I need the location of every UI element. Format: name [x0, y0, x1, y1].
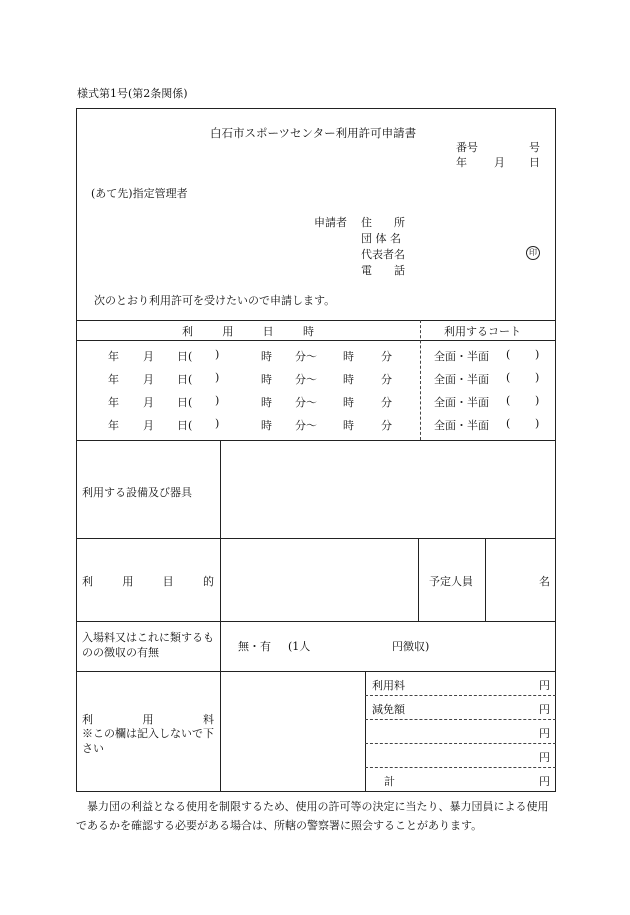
date-month: 月 [494, 156, 505, 169]
fee-line-label: 減免額 [372, 703, 405, 716]
row-minute-to: 分 [381, 419, 392, 432]
row-hour-to: 時 [343, 396, 354, 409]
row-court: 全面・半面 [434, 373, 489, 386]
row-court-close: ) [535, 394, 540, 407]
schedule-header-char: 日 [262, 325, 274, 338]
row-day-close: ) [215, 394, 220, 407]
applicant-label: 申請者 [314, 216, 347, 229]
row-court-open: ( [506, 417, 511, 430]
row-minute-to: 分 [381, 396, 392, 409]
row-day-close: ) [215, 417, 220, 430]
row-hour-to: 時 [343, 350, 354, 363]
admission-options: 無・有 [238, 640, 271, 653]
row-year: 年 [108, 373, 119, 386]
row-day: 日( [177, 396, 193, 409]
row-court: 全面・半面 [434, 419, 489, 432]
divider-schedule-top [76, 320, 556, 321]
row-court-close: ) [535, 348, 540, 361]
fee-line-label: 利用料 [372, 679, 405, 692]
divider-attendees-left [418, 538, 419, 621]
fee-line-divider [365, 743, 556, 744]
row-minute-from: 分〜 [295, 396, 317, 409]
divider-schedule-bottom [76, 440, 556, 441]
fee-line-unit: 円 [539, 727, 550, 740]
row-year: 年 [108, 419, 119, 432]
fee-line-divider [365, 695, 556, 696]
divider-purpose-bottom [76, 621, 556, 622]
row-hour: 時 [261, 396, 272, 409]
divider-fee-subcolumn [365, 671, 366, 792]
divider-court-column [420, 320, 421, 440]
row-hour-to: 時 [343, 373, 354, 386]
row-hour: 時 [261, 419, 272, 432]
schedule-header-char: 利 [182, 325, 193, 338]
row-month: 月 [143, 419, 154, 432]
seal-mark: 印 [526, 246, 540, 260]
fee-label-char: 用 [142, 713, 154, 726]
row-year: 年 [108, 396, 119, 409]
row-court-open: ( [506, 348, 511, 361]
row-minute-from: 分〜 [295, 419, 317, 432]
date-day: 日 [529, 156, 540, 169]
fee-line-divider [365, 767, 556, 768]
number-suffix: 号 [529, 141, 540, 154]
row-month: 月 [143, 350, 154, 363]
row-day: 日( [177, 419, 193, 432]
admission-detail-suffix: 円徴収) [392, 640, 430, 653]
admission-detail: (1人 [288, 640, 311, 653]
schedule-header [182, 323, 314, 339]
row-month: 月 [143, 373, 154, 386]
form-frame [76, 108, 556, 792]
purpose-label-char: 的 [202, 575, 214, 588]
fee-label [82, 711, 214, 727]
fee-note: ※この欄は記入しないで下さい [82, 727, 214, 755]
form-reference: 様式第1号(第2条関係) [77, 87, 188, 100]
applicant-rep-label: 代表者名 [361, 248, 405, 261]
purpose-label-char: 利 [82, 575, 93, 588]
purpose-label-char: 目 [162, 575, 174, 588]
row-minute-from: 分〜 [295, 373, 317, 386]
admission-label: 入場料又はこれに類するものの徴収の有無 [82, 631, 214, 659]
divider-equipment-bottom [76, 538, 556, 539]
row-day-close: ) [215, 371, 220, 384]
fee-label-char: 利 [82, 713, 93, 726]
addressee: (あて先)指定管理者 [91, 187, 188, 200]
row-year: 年 [108, 350, 119, 363]
fee-label-char: 料 [203, 713, 214, 726]
applicant-group-label: 団 体 名 [361, 232, 401, 245]
fee-line-divider [365, 719, 556, 720]
row-court-close: ) [535, 417, 540, 430]
row-hour-to: 時 [343, 419, 354, 432]
purpose-label [82, 573, 214, 589]
date-year: 年 [456, 156, 467, 169]
divider-admission-bottom [76, 671, 556, 672]
row-minute-to: 分 [381, 350, 392, 363]
row-minute-to: 分 [381, 373, 392, 386]
court-header: 利用するコート [444, 325, 521, 338]
row-minute-from: 分〜 [295, 350, 317, 363]
applicant-address-label: 住 所 [361, 216, 405, 229]
schedule-header-char: 時 [302, 325, 314, 338]
row-court-open: ( [506, 371, 511, 384]
divider-attendees-right [485, 538, 486, 621]
row-day-close: ) [215, 348, 220, 361]
fee-total-unit: 円 [539, 775, 550, 788]
row-day: 日( [177, 350, 193, 363]
row-court: 全面・半面 [434, 396, 489, 409]
attendees-label: 予定人員 [429, 575, 473, 588]
schedule-header-char: 用 [222, 325, 234, 338]
fee-line-unit: 円 [539, 703, 550, 716]
equipment-label: 利用する設備及び器具 [82, 486, 192, 499]
row-month: 月 [143, 396, 154, 409]
applicant-phone-label: 電 話 [361, 264, 405, 277]
row-court-open: ( [506, 394, 511, 407]
form-title: 白石市スポーツセンター利用許可申請書 [210, 126, 417, 140]
row-court-close: ) [535, 371, 540, 384]
footer-note: 暴力団の利益となる使用を制限するため、使用の許可等の決定に当たり、暴力団員による使用であるかを確認する必要がある場合は、所轄の警察署に照会することがあります。 [76, 800, 549, 832]
row-hour: 時 [261, 373, 272, 386]
attendees-unit: 名 [539, 575, 550, 588]
divider-schedule-header [76, 340, 556, 341]
divider-label-column [220, 440, 221, 792]
row-hour: 時 [261, 350, 272, 363]
fee-line-unit: 円 [539, 679, 550, 692]
purpose-label-char: 用 [122, 575, 134, 588]
number-label: 番号 [456, 141, 478, 154]
request-text: 次のとおり利用許可を受けたいので申請します。 [94, 294, 336, 307]
row-court: 全面・半面 [434, 350, 489, 363]
fee-line-unit: 円 [539, 751, 550, 764]
fee-total-label: 計 [384, 775, 395, 788]
row-day: 日( [177, 373, 193, 386]
